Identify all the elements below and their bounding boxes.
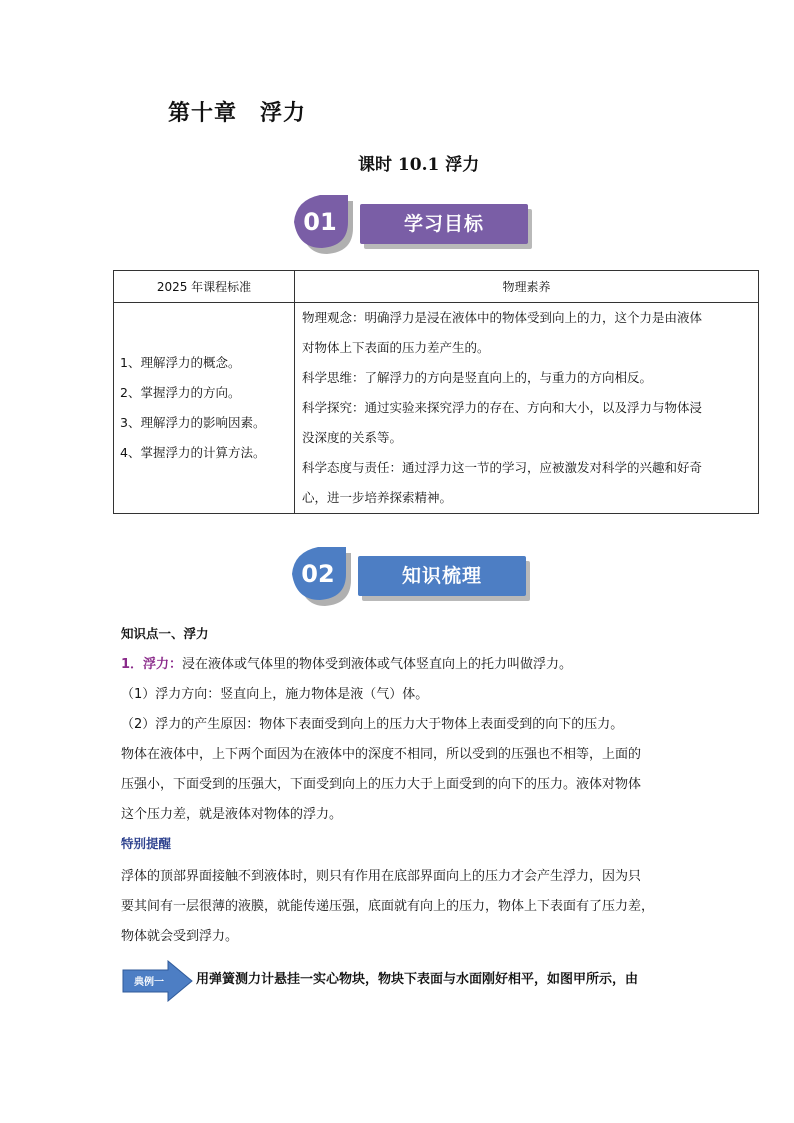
standards-cell [114, 303, 295, 514]
literacy-line: 科学态度与责任：通过浮力这一节的学习，应被激发对科学的兴趣和好奇 [302, 460, 703, 475]
header-literacy: 物理素养 [295, 271, 759, 303]
knowledge-point-title: 知识点一、浮力 [121, 626, 209, 641]
section-number: 02 [301, 560, 335, 588]
note-body [121, 862, 681, 952]
section-banner-objectives [288, 194, 538, 264]
note-line: 物体就会受到浮力。 [121, 929, 239, 944]
section-banner-knowledge [286, 546, 536, 616]
standard-item: 3、理解浮力的影响因素。 [120, 415, 266, 430]
literacy-line: 科学思维：了解浮力的方向是竖直向上的，与重力的方向相反。 [302, 370, 653, 385]
literacy-line: 没深度的关系等。 [302, 430, 403, 445]
header-standards: 2025 年课程标准 [114, 271, 295, 303]
standard-item: 1、理解浮力的概念。 [120, 355, 241, 370]
section-number-badge [286, 546, 356, 616]
example-badge [122, 960, 194, 1002]
example-text: 用弹簧测力计悬挂一实心物块，物块下表面与水面刚好相平，如图甲所示，由 [196, 972, 639, 987]
table-row [114, 303, 759, 514]
note-title: 特别提醒 [121, 836, 172, 851]
standard-item: 4、掌握浮力的计算方法。 [120, 445, 266, 460]
note-line: 要其间有一层很薄的液膜，就能传递压强，底面就有向上的压力，物体上下表面有了压力差， [121, 899, 655, 914]
section-label: 学习目标 [360, 204, 528, 244]
example-badge-label: 典例一 [134, 977, 164, 988]
objectives-table [113, 270, 759, 514]
literacy-line: 对物体上下表面的压力差产生的。 [302, 340, 490, 355]
definition-line [121, 650, 681, 680]
standard-item: 2、掌握浮力的方向。 [120, 385, 241, 400]
lesson-title: 课时 10.1 浮力 [358, 155, 480, 175]
table-header-row [114, 271, 759, 303]
literacy-line: 心，进一步培养探索精神。 [302, 490, 453, 505]
knowledge-body [121, 650, 681, 830]
literacy-line: 科学探究：通过实验来探究浮力的存在、方向和大小，以及浮力与物体浸 [302, 400, 703, 415]
knowledge-line: 这个压力差，就是液体对物体的浮力。 [121, 807, 343, 822]
knowledge-line: （1）浮力方向：竖直向上，施力物体是液（气）体。 [121, 687, 429, 702]
section-number-badge [288, 194, 358, 264]
definition-term: 1．浮力： [121, 657, 183, 672]
section-number: 01 [303, 208, 337, 236]
knowledge-line: 压强小，下面受到的压强大，下面受到向上的压力大于上面受到的向下的压力。液体对物体 [121, 777, 642, 792]
knowledge-line: 物体在液体中，上下两个面因为在液体中的深度不相同，所以受到的压强也不相等，上面的 [121, 747, 642, 762]
knowledge-line: （2）浮力的产生原因：物体下表面受到向上的压力大于物体上表面受到的向下的压力。 [121, 717, 624, 732]
literacy-cell [295, 303, 759, 514]
literacy-line: 物理观念：明确浮力是浸在液体中的物体受到向上的力，这个力是由液体 [302, 310, 703, 325]
definition-text: 浸在液体或气体里的物体受到液体或气体竖直向上的托力叫做浮力。 [182, 657, 573, 672]
section-label: 知识梳理 [358, 556, 526, 596]
chapter-title: 第十章 浮力 [168, 100, 307, 126]
note-line: 浮体的顶部界面接触不到液体时，则只有作用在底部界面向上的压力才会产生浮力，因为只 [121, 869, 642, 884]
